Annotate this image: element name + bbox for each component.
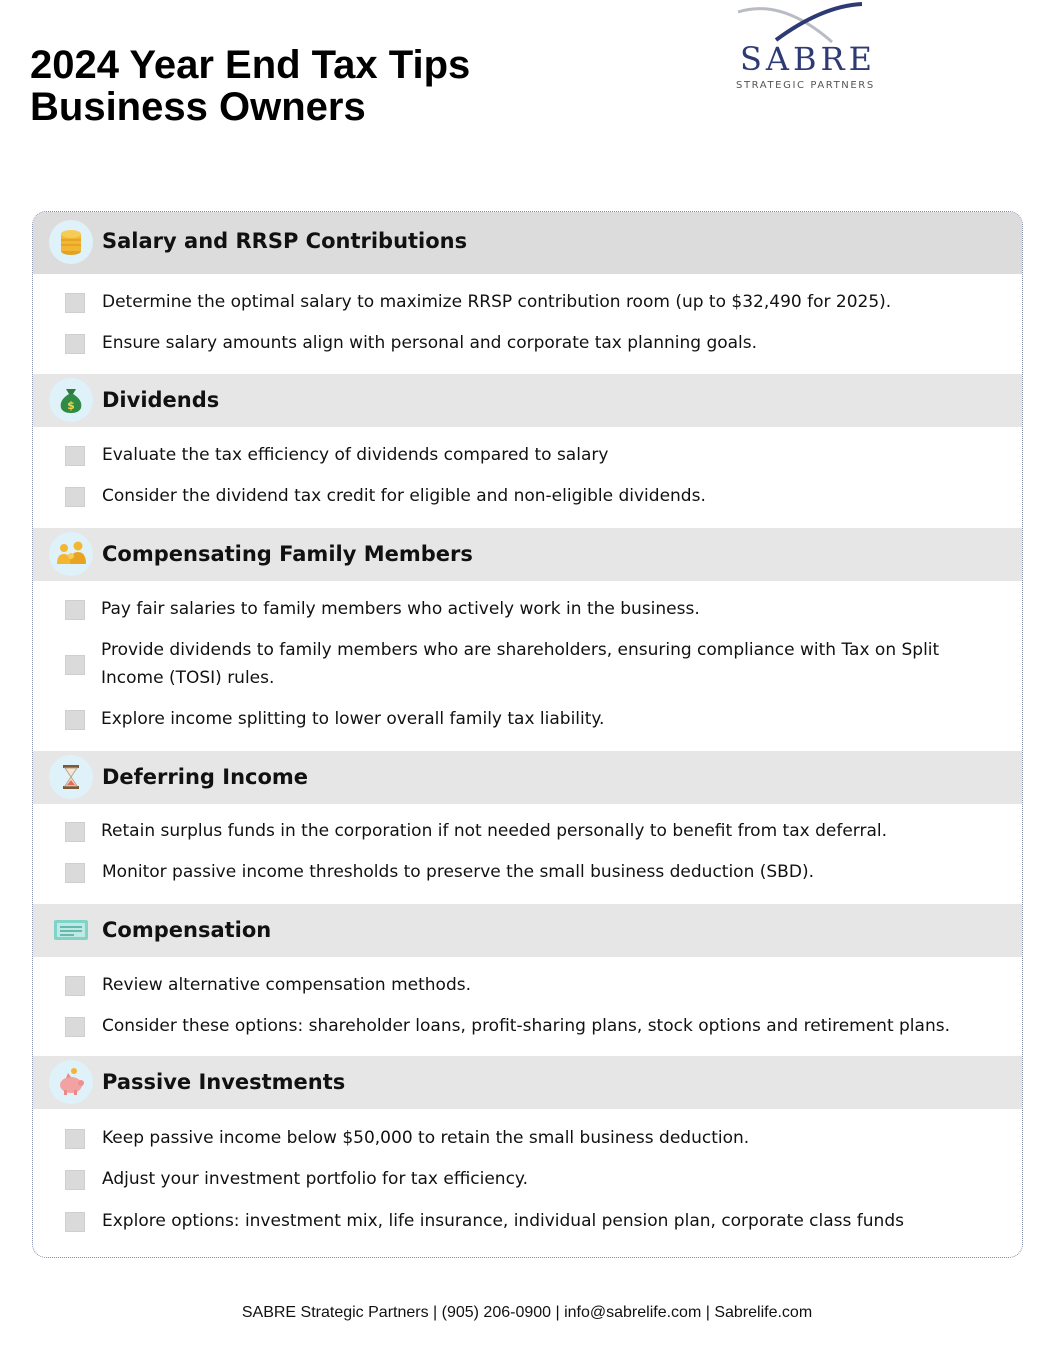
- item-text: Evaluate the tax efficiency of dividends compared to salary: [102, 445, 609, 465]
- item-text: Provide dividends to family members who are shareholders, ensuring compliance with Tax on Split Income (TOSI) rules.: [101, 640, 940, 688]
- list-item: [33, 1124, 1022, 1154]
- list-item: [33, 441, 1022, 471]
- checkbox[interactable]: [65, 487, 85, 507]
- section-header-salary: [33, 212, 1022, 274]
- family-icon: [49, 532, 93, 576]
- list-item: [33, 1207, 1022, 1237]
- list-item: [33, 971, 1022, 1001]
- title-line-1: 2024 Year End Tax Tips: [30, 43, 471, 87]
- item-text: Ensure salary amounts align with personal and corporate tax planning goals.: [102, 333, 758, 353]
- item-text: Monitor passive income thresholds to preserve the small business deduction (SBD).: [102, 862, 814, 882]
- item-text: Explore income splitting to lower overall family tax liability.: [101, 709, 605, 729]
- section-title: Compensating Family Members: [102, 542, 473, 566]
- checkbox[interactable]: [65, 1129, 85, 1149]
- item-text: Determine the optimal salary to maximize RRSP contribution room (up to $32,490 for 2025).: [102, 292, 892, 312]
- item-text: Explore options: investment mix, life insurance, individual pension plan, corporate class funds: [102, 1211, 904, 1231]
- list-item: [33, 329, 1022, 359]
- section-header-family: [33, 528, 1022, 581]
- section-title: Salary and RRSP Contributions: [102, 229, 468, 253]
- checkbox[interactable]: [65, 334, 85, 354]
- checkbox[interactable]: [65, 600, 85, 620]
- list-item: [33, 595, 1022, 625]
- section-title: Deferring Income: [102, 765, 309, 789]
- list-item: [33, 1165, 1022, 1195]
- list-item: [33, 636, 1022, 694]
- item-text: Adjust your investment portfolio for tax efficiency.: [102, 1169, 528, 1189]
- checkbox[interactable]: [65, 863, 85, 883]
- item-text: Review alternative compensation methods.: [102, 975, 472, 995]
- item-text: Consider the dividend tax credit for eligible and non-eligible dividends.: [102, 486, 706, 506]
- checkbox[interactable]: [65, 1212, 85, 1232]
- list-item: [33, 288, 1022, 318]
- checkbox[interactable]: [65, 1170, 85, 1190]
- section-header-compensation: [33, 904, 1022, 957]
- page-title: [30, 44, 470, 128]
- list-item: [33, 705, 1022, 735]
- list-item: [33, 817, 1022, 847]
- checkbox[interactable]: [65, 822, 85, 842]
- checklist-card: [32, 211, 1023, 1258]
- cheque-icon: [49, 908, 93, 952]
- section-title: Compensation: [102, 918, 272, 942]
- item-text: Pay fair salaries to family members who actively work in the business.: [101, 599, 700, 619]
- section-title: Passive Investments: [102, 1070, 346, 1094]
- section-header-passive: [33, 1056, 1022, 1109]
- title-line-2: Business Owners: [30, 85, 366, 129]
- sabre-logo: [732, 2, 877, 94]
- section-header-deferring: [33, 751, 1022, 804]
- item-text: Consider these options: shareholder loans, profit-sharing plans, stock options and retirement plans.: [102, 1016, 950, 1036]
- checkbox[interactable]: [65, 1017, 85, 1037]
- list-item: [33, 858, 1022, 888]
- section-header-dividends: [33, 374, 1022, 427]
- money-bag-icon: [49, 378, 93, 422]
- hourglass-icon: [49, 755, 93, 799]
- checkbox[interactable]: [65, 710, 85, 730]
- section-title: Dividends: [102, 388, 220, 412]
- logo-tagline: STRATEGIC PARTNERS: [736, 80, 875, 91]
- svg-text:$: $: [67, 399, 75, 412]
- item-text: Retain surplus funds in the corporation if not needed personally to benefit from tax deferral.: [101, 821, 888, 841]
- item-text: Keep passive income below $50,000 to retain the small business deduction.: [102, 1128, 750, 1148]
- checkbox[interactable]: [65, 446, 85, 466]
- list-item: [33, 482, 1022, 512]
- checkbox[interactable]: [65, 293, 85, 313]
- checkbox[interactable]: [65, 655, 85, 675]
- logo-name: SABRE: [740, 40, 876, 78]
- checkbox[interactable]: [65, 976, 85, 996]
- coins-icon: [49, 220, 93, 264]
- list-item: [33, 1012, 1022, 1042]
- footer-contact: SABRE Strategic Partners | (905) 206-0900 | info@sabrelife.com | Sabrelife.com: [241, 1304, 813, 1321]
- piggy-bank-icon: [49, 1060, 93, 1104]
